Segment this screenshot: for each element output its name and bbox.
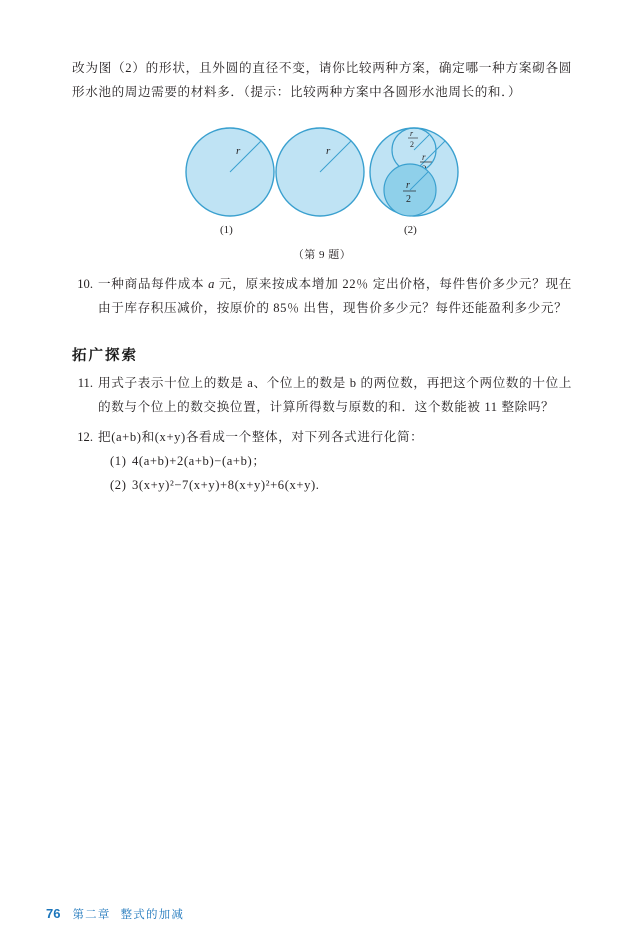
page-content bbox=[72, 56, 572, 497]
svg-text:r: r bbox=[410, 129, 414, 138]
footer-chapter: 第二章 bbox=[72, 909, 111, 921]
sub-item-text: 4(a+b)+2(a+b)−(a+b)； bbox=[132, 454, 266, 468]
intro-paragraph: 改为图（2）的形状，且外圆的直径不变，请你比较两种方案，确定哪一种方案砌各圆形水池的周边需要的材料多．（提示：比较两种方案中各圆形水池周长的和．） bbox=[72, 61, 572, 99]
svg-text:r: r bbox=[422, 152, 426, 162]
list-item bbox=[72, 272, 572, 320]
item-number: 10. bbox=[77, 277, 93, 291]
footer-title: 整式的加减 bbox=[120, 909, 185, 921]
item-text bbox=[98, 272, 572, 320]
figure-9 bbox=[72, 116, 572, 244]
list-item bbox=[72, 425, 572, 497]
figure-circles-svg bbox=[182, 116, 462, 224]
svg-text:r: r bbox=[236, 145, 241, 157]
page-footer bbox=[46, 906, 184, 922]
figure-label-2: (2) bbox=[404, 224, 417, 236]
item-text: 用式子表示十位上的数是 a、个位上的数是 b 的两位数，再把这个两位数的十位上的数与个位上的数交换位置，计算所得数与原数的和．这个数能被 11 整除吗？ bbox=[98, 376, 572, 414]
item-number: 11. bbox=[77, 376, 93, 390]
sub-item-number: (1) bbox=[110, 454, 127, 468]
section-heading: 拓广探索 bbox=[72, 348, 138, 364]
item10-percent-2: ％ bbox=[287, 301, 300, 315]
item12-stem: 把(a+b)和(x+y)各看成一个整体，对下列各式进行化简： bbox=[98, 430, 424, 444]
figure-label-1: (1) bbox=[220, 224, 233, 236]
item10-text-d: 出售，现售价多少元？每件还能盈利多少元？ bbox=[299, 301, 568, 315]
svg-text:2: 2 bbox=[406, 194, 411, 205]
figure-caption: （第 9 题） bbox=[292, 249, 352, 261]
item-number: 12. bbox=[77, 430, 93, 444]
list-item bbox=[72, 371, 572, 419]
page-number: 76 bbox=[46, 906, 61, 921]
figure-labels bbox=[182, 224, 462, 238]
item10-text-c: 定出价格，每件售价多少元？现在由于库存积压减价，按原价的 85 bbox=[98, 277, 572, 315]
item-text bbox=[98, 425, 572, 497]
svg-text:r: r bbox=[406, 180, 410, 191]
item10-var-a: a bbox=[208, 277, 216, 291]
svg-text:r: r bbox=[326, 145, 331, 157]
sub-item-number: (2) bbox=[110, 478, 127, 492]
sub-item bbox=[98, 473, 572, 497]
item10-percent-1: ％ bbox=[356, 277, 369, 291]
item10-text-b: 元，原来按成本增加 22 bbox=[215, 277, 357, 291]
sub-item-text: 3(x+y)²−7(x+y)+8(x+y)²+6(x+y). bbox=[132, 478, 320, 492]
item10-text-a: 一种商品每件成本 bbox=[98, 277, 209, 291]
sub-item bbox=[98, 449, 572, 473]
footer-chapter-title bbox=[72, 906, 184, 922]
svg-text:2: 2 bbox=[410, 140, 414, 149]
